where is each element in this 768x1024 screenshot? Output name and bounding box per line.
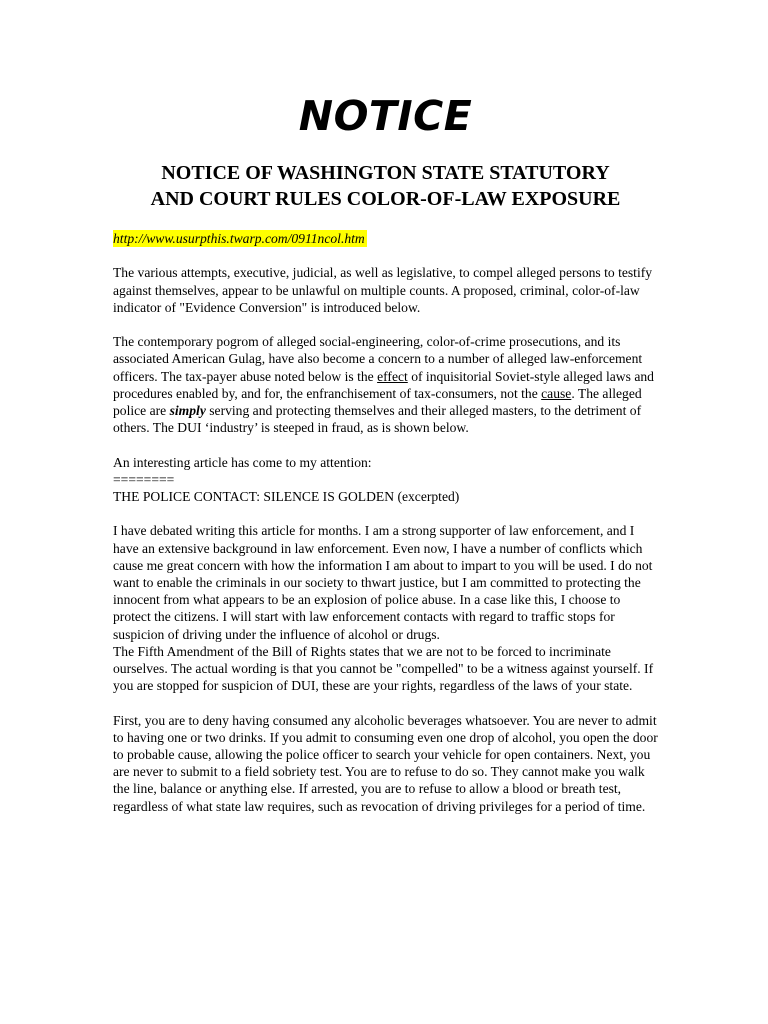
underlined-cause: cause (541, 385, 572, 401)
source-url-link[interactable]: http://www.usurpthis.twarp.com/0911ncol.htm (113, 231, 365, 246)
url-paragraph (113, 230, 658, 247)
document-title (103, 160, 668, 212)
article-title: THE POLICE CONTACT: SILENCE IS GOLDEN (excerpted) (113, 489, 460, 504)
notice-heading: NOTICE (298, 92, 473, 140)
document-body (113, 230, 658, 815)
text-run: . The alleged police are (113, 385, 642, 418)
paragraph-intro: The various attempts, executive, judicial, as well as legislative, to compel alleged persons to testify against themselves, appear to be unlawful on multiple counts. A proposed, criminal, color-of-law indicator of "Evidence Conversion" is introduced below. (113, 265, 653, 315)
paragraph-fifth-amendment: The Fifth Amendment of the Bill of Rights states that we are not to be forced to incriminate ourselves. The actual wording is that you cannot be "compelled" to be a witness against yourself. If you are stopped for suspicion of DUI, these are your rights, regardless of the laws of your state. (113, 643, 654, 694)
emphasis-simply: simply (169, 403, 206, 418)
title-line-2: AND COURT RULES COLOR-OF-LAW EXPOSURE (150, 188, 621, 210)
paragraph-debated: I have debated writing this article for months. I am a strong supporter of law enforcement, and I have an extensive background in law enforcement. Even now, I have a number of conflicts which cause me great concern with how the information I am about to impart to you will be used. I do not want to enable the criminals in our society to thwart justice, but I am committed to protecting the innocent from what appears to be an explosion of police abuse. In a case like this, I choose to protect the citizens. I will start with law enforcement contacts with regard to traffic stops for suspicion of driving under the influence of alcohol or drugs. (113, 523, 653, 642)
separator-line: ======== (113, 471, 175, 487)
text-run: The contemporary pogrom of alleged social-engineering, color-of-crime prosecutions, and its associated American Gulag, have also become a concern to a number of alleged law-enforcement officers. The tax-payer abuse noted below is the (113, 334, 643, 384)
title-line-1: NOTICE OF WASHINGTON STATE STATUTORY (161, 162, 610, 184)
paragraph-pogrom (113, 333, 658, 436)
article-intro-line: An interesting article has come to my attention: (113, 454, 372, 470)
underlined-effect: effect (377, 368, 408, 384)
paragraph-first-deny: First, you are to deny having consumed any alcoholic beverages whatsoever. You are never to admit to having one or two drinks. If you admit to consuming even one drop of alcohol, you open the door to probable cause, allowing the police officer to search your vehicle for open containers. Next, you are never to submit to a field sobriety test. You are to refuse to do so. They cannot make you walk the line, balance or anything else. If arrested, you are to refuse to allow a blood or breath test, regardless of what state law requires, such as revocation of driving privileges for a period of time. (113, 712, 658, 814)
text-run: serving and protecting themselves and their alleged masters, to the detriment of others. The DUI ‘industry’ is steeped in fraud, as is shown below. (113, 403, 642, 436)
text-run: of inquisitorial Soviet-style alleged laws and procedures enabled by, and for, the enfranchisement of tax-consumers, not the (113, 368, 654, 401)
